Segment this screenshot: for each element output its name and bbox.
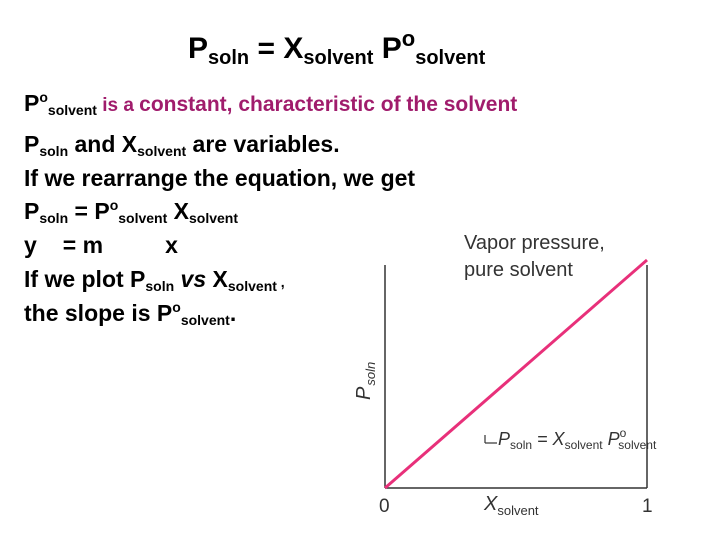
l6-solvent: solvent [227,278,277,294]
l2-solvent: solvent [137,143,187,159]
l7-a: the slope is P [24,300,173,326]
l7-solvent: solvent [180,312,230,328]
l2-soln: soln [39,143,69,159]
l2-and: and X [68,131,138,157]
l6-a: If we plot P [24,266,146,292]
line-constant [24,89,518,118]
l6-comma: , [276,274,285,290]
l7-deg: o [172,299,181,315]
line-variables [24,131,340,159]
line-rearrange [24,167,415,190]
l4-eq: = P [68,198,110,224]
l7-dot: . [229,300,237,326]
line-plot [24,266,285,294]
l2-rest: are variables. [186,131,340,157]
l1-solvent: solvent [47,102,97,118]
l6-vs: vs [174,266,213,292]
y-axis-label [353,362,378,400]
graph-label-vapor: Vapor pressure, [464,232,605,254]
svg-text:Psoln: $P_{soln}$ [353,361,378,400]
vapor-pressure-line [385,260,647,488]
l1-text-b: constant, characteristic of the solvent [139,93,518,116]
main-equation [188,26,486,69]
l6-soln: soln [145,278,175,294]
eq-soln: soln [208,47,250,69]
l1-p: P [24,90,40,116]
l2-p: P [24,131,40,157]
l6-x: X [212,266,228,292]
line-rearranged-eq [24,197,239,226]
l4-solvent2: solvent [189,210,239,226]
graph-label-pure: pure solvent [464,259,573,281]
l4-solvent: solvent [118,210,168,226]
eq-deg: o [401,26,416,51]
l4-soln: soln [39,210,69,226]
line-ymx [24,234,178,257]
graph-equation: $P_{soln} = X_{solvent}$ $P^o$ solvent [498,426,657,452]
l5-y: y [24,232,37,258]
tick-0: 0 [379,496,390,517]
eq-p: P [188,32,209,65]
l4-x: X [167,198,189,224]
eq-solvent: solvent [303,47,374,69]
eq-x: X [283,32,304,65]
l1-deg: o [39,89,48,105]
l5-eq: = m [62,232,104,258]
l5-x: x [165,232,178,258]
x-axis-label: $X_{solvent}$ [484,493,539,518]
vapor-pressure-graph [340,220,720,540]
eq-p2: P [373,32,402,65]
eq-solvent2: solvent [415,47,486,69]
l4-deg: o [109,197,119,213]
l1-text-a: is a [96,95,140,116]
eq-equals: = [249,32,284,65]
l3-text: If we rearrange the equation, we get [24,165,416,191]
line-slope [24,299,237,328]
tick-1: 1 [642,496,653,517]
l4-p: P [24,198,40,224]
